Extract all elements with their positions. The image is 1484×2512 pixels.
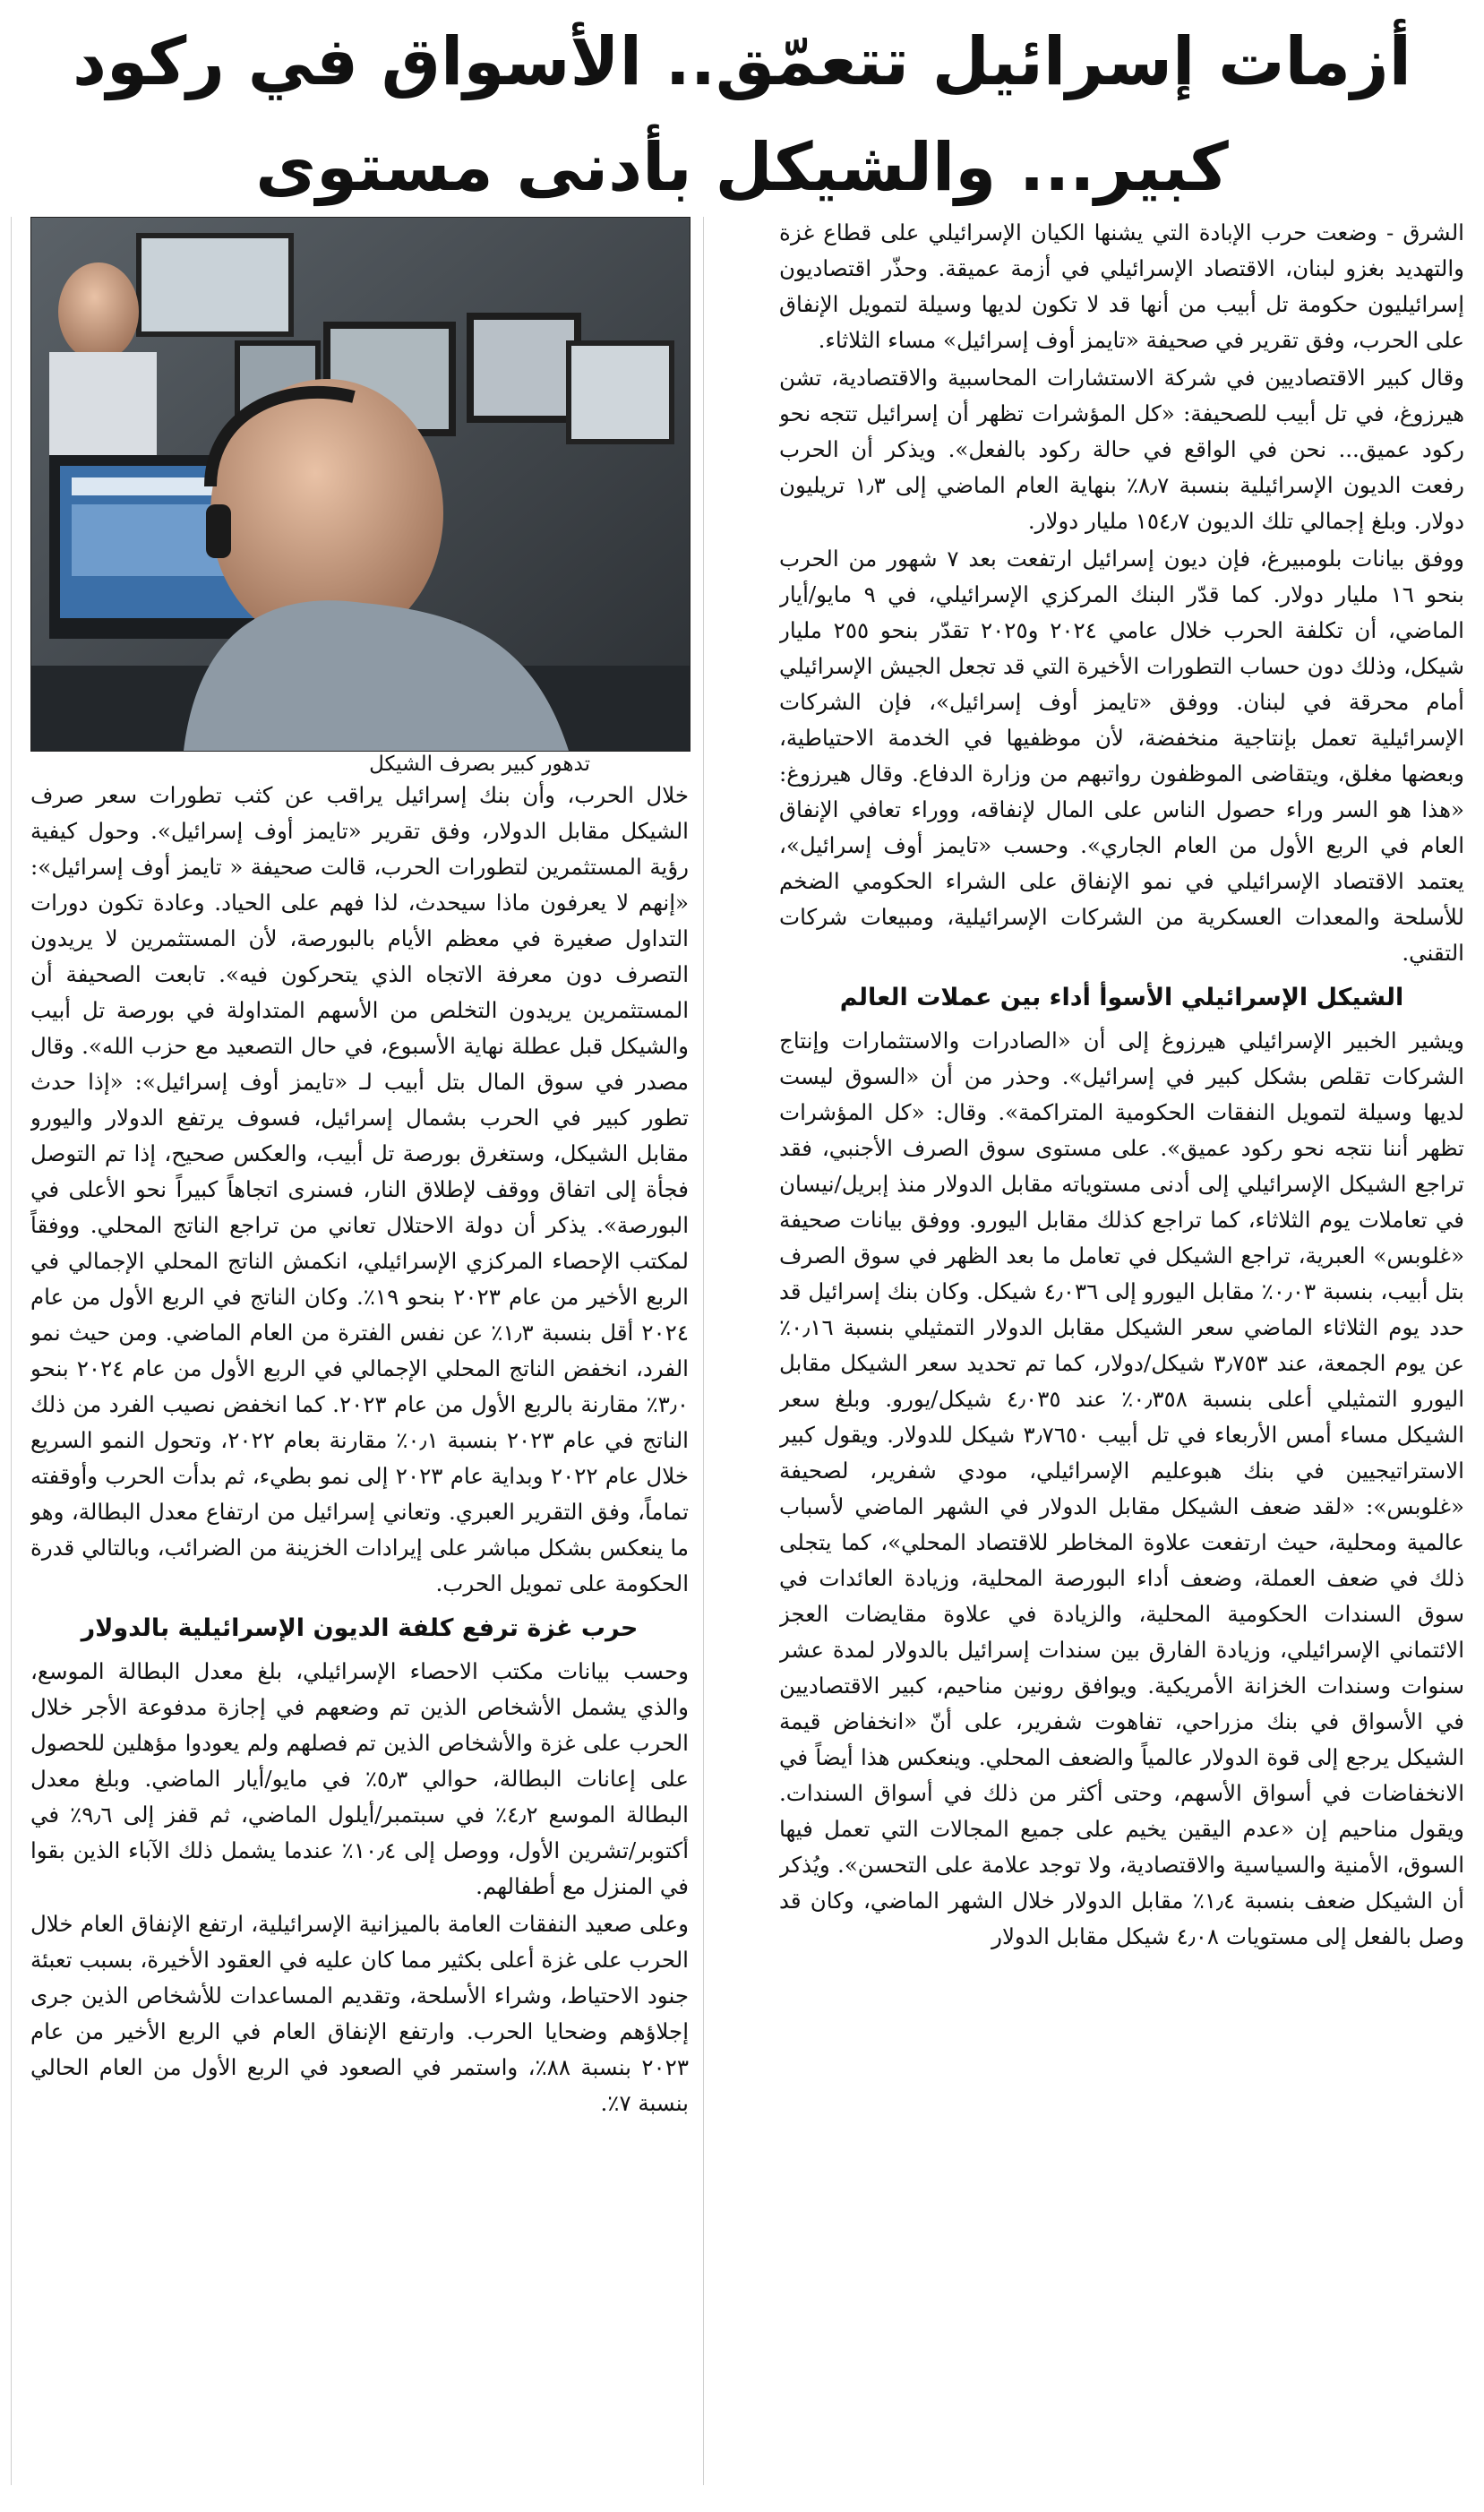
- article-paragraph: ويشير الخبير الإسرائيلي هيرزوغ إلى أن «الصادرات والاستثمارات وإنتاج الشركات تقلص بشكل كبير في إسرائيل». وحذر من أن «السوق ليست لديها وسيلة لتمويل النفقات الحكومية المتراكمة». وقال: «كل المؤشرات تظهر أننا نتجه نحو ركود عميق». على مستوى سوق الصرف الأجنبي، فقد تراجع الشيكل الإسرائيلي إلى أدنى مستوياته مقابل الدولار منذ إبريل/نيسان في تعاملات يوم الثلاثاء، كما تراجع كذلك مقابل اليورو. ووفق بيانات صحيفة «غلوبس» العبرية، تراجع الشيكل في تعامل ما بعد الظهر في سوق الصرف بتل أبيب، بنسبة ٠٫٠٣٪ مقابل اليورو إلى ٤٫٠٣٦ شيكل. وكان بنك إسرائيل قد حدد يوم الثلاثاء الماضي سعر الشيكل مقابل الدولار التمثيلي بنسبة ٠٫١٦٪ عن يوم الجمعة، عند ٣٫٧٥٣ شيكل/دولار، كما تم تحديد سعر الشيكل مقابل اليورو التمثيلي أعلى بنسبة ٠٫٣٥٨٪ عند ٤٫٠٣٥ شيكل/يورو. وبلغ سعر الشيكل مساء أمس الأربعاء في تل أبيب ٣٫٧٦٥٠ شيكل للدولار. ويقول كبير الاستراتيجيين في بنك هبوعليم الإسرائيلي، مودي شفرير، لصحيفة «غلوبس»: «لقد ضعف الشيكل مقابل الدولار في الشهر الماضي لأسباب عالمية ومحلية، حيث ارتفعت علاوة المخاطر للاقتصاد المحلي»، كما يتجلى ذلك في ضعف العملة، وضعف أداء البورصة المحلية، وزيادة العائدات في سوق السندات الحكومية المحلية، والزيادة في علاوة مقايضات العجز الائتماني الإسرائيلي، وزيادة الفارق بين سندات إسرائيل بالدولار لمدة عشر سنوات وسندات الخزانة الأمريكية. ويوافق رونين مناحيم، كبير الاقتصاديين في الأسواق في بنك مزراحي، تفاهوت شفرير، على أنّ «انخفاض قيمة الشيكل يرجع إلى قوة الدولار عالمياً والضعف المحلي. وينعكس هذا أيضاً في الانخفاضات في أسواق الأسهم، وحتى أكثر من ذلك في أسواق السندات. ويقول مناحيم إن «عدم اليقين يخيم على جميع المجالات التي تعمل فيها السوق، الأمنية والسياسية والاقتصادية، ولا توجد علامة على التحسن». ويُذكر أن الشيكل ضعف بنسبة ١٫٤٪ مقابل الدولار خلال الشهر الماضي، وكان قد وصل بالفعل إلى مستويات ٤٫٠٨ شيكل مقابل الدولار: [779, 1028, 1464, 1949]
- trading-room-illustration: [31, 218, 690, 751]
- headline: [54, 9, 1430, 220]
- section-subhead: الشيكل الإسرائيلي الأسوأ أداء بين عملات العالم: [839, 984, 1404, 1011]
- right-column: [779, 215, 1464, 2485]
- headline-line-1: أزمات إسرائيل تتعمّق.. الأسواق في ركود: [72, 23, 1412, 100]
- article-paragraph: ووفق بيانات بلومبيرغ، فإن ديون إسرائيل ارتفعت بعد ٧ شهور من الحرب بنحو ١٦ مليار دولار. كما قدّر البنك المركزي الإسرائيلي، في ٩ مايو/أيار الماضي، أن تكلفة الحرب خلال عامي ٢٠٢٤ و٢٠٢٥ تقدّر بنحو ٢٥٥ مليار شيكل، وذلك دون حساب التطورات الأخيرة التي قد تجعل الجيش الإسرائيلي أمام محرقة في لبنان. ووفق «تايمز أوف إسرائيل»، فإن الشركات الإسرائيلية تعمل بإنتاجية منخفضة، لأن موظفيها في الخدمة الاحتياطية، وبعضها مغلق، ويتقاضى الموظفون رواتبهم من وزارة الدفاع. وقال هيرزوغ: «هذا هو السر وراء حصول الناس على المال لإنفاقه، ووراء تعافي الإنفاق العام في الربع الأول من العام الجاري». وحسب «تايمز أوف إسرائيل»، يعتمد الاقتصاد الإسرائيلي في نمو الإنفاق على الشراء الحكومي الضخم للأسلحة والمعدات العسكرية من الشركات الإسرائيلية، ومبيعات شركات التقني.: [779, 546, 1464, 966]
- article-paragraph: وحسب بيانات مكتب الاحصاء الإسرائيلي، بلغ معدل البطالة الموسع، والذي يشمل الأشخاص الذين تم وضعهم في إجازة مدفوعة الأجر خلال الحرب على غزة والأشخاص الذين تم فصلهم ولم يعودوا مؤهلين للحصول على إعانات البطالة، حوالي ٥٫٣٪ في مايو/أيار الماضي. وبلغ معدل البطالة الموسع ٤٫٢٪ في سبتمبر/أيلول الماضي، ثم قفز إلى ٩٫٦٪ في أكتوبر/تشرين الأول، ووصل إلى ١٠٫٤٪ عندما يشمل ذلك الآباء الذين بقوا في المنزل مع أطفالهم.: [30, 1658, 689, 1899]
- column-divider: [703, 217, 704, 2485]
- left-edge-rule: [11, 217, 12, 2485]
- article-paragraph: خلال الحرب، وأن بنك إسرائيل يراقب عن كثب تطورات سعر صرف الشيكل مقابل الدولار، وفق تقرير «تايمز أوف إسرائيل». وحول كيفية رؤية المستثمرين لتطورات الحرب، قالت صحيفة « تايمز أوف إسرائيل»: «إنهم لا يعرفون ماذا سيحدث، لذا فهم على الحياد. وعادة تكون دورات التداول صغيرة في معظم الأيام بالبورصة، لأن المستثمرين لا يريدون التصرف دون معرفة الاتجاه الذي يتحركون فيه». تابعت الصحيفة أن المستثمرين يريدون التخلص من الأسهم المتداولة في بورصة تل أبيب والشيكل قبل عطلة نهاية الأسبوع، في حال التصعيد مع حزب الله». وقال مصدر في سوق المال بتل أبيب لـ «تايمز أوف إسرائيل»: «إذا حدث تطور كبير في الحرب بشمال إسرائيل، فسوف يرتفع الدولار واليورو مقابل الشيكل، وستغرق بورصة تل أبيب، والعكس صحيح، إذا تم التوصل فجأة إلى اتفاق ووقف لإطلاق النار، فسنرى اتجاهاً كبيراً نحو الأعلى في البورصة». يذكر أن دولة الاحتلال تعاني من تراجع الناتج المحلي. ووفقاً لمكتب الإحصاء المركزي الإسرائيلي، انكمش الناتج المحلي الإجمالي في الربع الأخير من عام ٢٠٢٣ بنحو ١٩٪. وكان الناتج في الربع الأول من عام ٢٠٢٤ أقل بنسبة ١٫٣٪ عن نفس الفترة من العام الماضي. ومن حيث نمو الفرد، انخفض الناتج المحلي الإجمالي في الربع الأول من عام ٢٠٢٤ بنحو ٣٫٠٪ مقارنة بالربع الأول من عام ٢٠٢٣. كما انخفض نصيب الفرد من ذلك الناتج في عام ٢٠٢٣ بنسبة ٠٫١٪ مقارنة بعام ٢٠٢٢، وتحول النمو السريع خلال عام ٢٠٢٢ وبداية عام ٢٠٢٣ إلى نمو بطيء، ثم بدأت الحرب وأوقفته تماماً، وفق التقرير العبري. وتعاني إسرائيل من ارتفاع معدل البطالة، وهو ما ينعكس بشكل مباشر على إيرادات الخزينة من الضرائب، وبالتالي قدرة الحكومة على تمويل الحرب.: [30, 782, 689, 1596]
- section-subhead: حرب غزة ترفع كلفة الديون الإسرائيلية بالدولار: [81, 1614, 639, 1642]
- article-paragraph: وعلى صعيد النفقات العامة بالميزانية الإسرائيلية، ارتفع الإنفاق العام خلال الحرب على غزة أعلى بكثير مما كان عليه في العقود الأخيرة، بسبب تعبئة جنود الاحتياط، وشراء الأسلحة، وتقديم المساعدات للأشخاص الذين جرى إجلاؤهم وضحايا الحرب. وارتفع الإنفاق العام في الربع الأخير من عام ٢٠٢٣ بنسبة ٨٨٪، واستمر في الصعود في الربع الأول من العام الحالي بنسبة ٧٪.: [30, 1911, 689, 2116]
- left-column: [30, 778, 689, 2485]
- article-paragraph: الشرق - وضعت حرب الإبادة التي يشنها الكيان الإسرائيلي على قطاع غزة والتهديد بغزو لبنان، الاقتصاد الإسرائيلي في أزمة عميقة. وحذّر اقتصاديون إسرائيليون حكومة تل أبيب من أنها قد لا تكون لديها وسيلة لتمويل الإنفاق على الحرب، وفق تقرير في صحيفة «تايمز أوف إسرائيل» مساء الثلاثاء.: [779, 219, 1464, 353]
- news-photo: [30, 217, 691, 752]
- article-paragraph: وقال كبير الاقتصاديين في شركة الاستشارات المحاسبية والاقتصادية، تشن هيرزوغ، في تل أبيب للصحيفة: «كل المؤشرات تظهر أن إسرائيل تتجه نحو ركود عميق... نحن في الواقع في حالة ركود بالفعل». ويذكر أن الحرب رفعت الديون الإسرائيلية بنسبة ٨٫٧٪ بنهاية العام الماضي إلى ١٫٣ تريليون دولار. وبلغ إجمالي تلك الديون ١٥٤٫٧ مليار دولار.: [779, 365, 1464, 534]
- photo-caption: تدهور كبير بصرف الشيكل: [369, 753, 590, 776]
- headline-line-2: كبير... والشيكل بأدنى مستوى: [255, 129, 1229, 206]
